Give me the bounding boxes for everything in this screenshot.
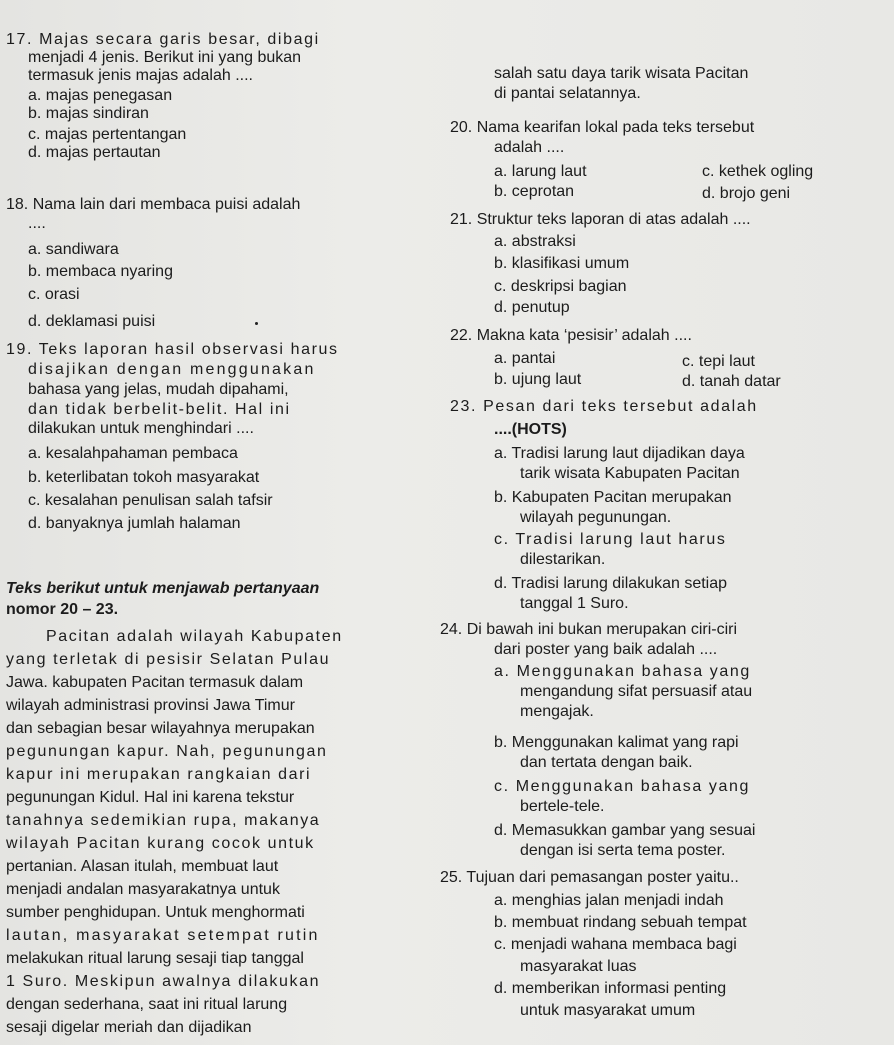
passage-line: sumber penghidupan. Untuk menghormati bbox=[6, 904, 305, 921]
passage-line: menjadi andalan masyarakatnya untuk bbox=[6, 881, 280, 898]
passage-line: Jawa. kabupaten Pacitan termasuk dalam bbox=[6, 674, 304, 691]
q22-option-b[interactable]: b. ujung laut bbox=[494, 371, 582, 388]
q23-stem-line1: 23. Pesan dari teks tersebut adalah bbox=[450, 398, 758, 415]
passage-line: Pacitan adalah wilayah Kabupaten bbox=[46, 628, 343, 645]
q18-option-d[interactable]: d. deklamasi puisi bbox=[28, 313, 156, 330]
passage-line: pegunungan Kidul. Hal ini karena tekstur bbox=[6, 789, 295, 806]
q18-stem-line2: .... bbox=[28, 215, 46, 232]
passage-line: yang terletak di pesisir Selatan Pulau bbox=[6, 651, 331, 668]
q24-option-c-cont: bertele-tele. bbox=[520, 798, 605, 815]
q24-option-b-cont: dan tertata dengan baik. bbox=[520, 754, 693, 771]
passage-instruction-line1: Teks berikut untuk menjawab pertanyaan bbox=[6, 580, 320, 597]
q20-stem-line1: 20. Nama kearifan lokal pada teks tersebut bbox=[450, 119, 755, 136]
q21-option-b[interactable]: b. klasifikasi umum bbox=[494, 255, 630, 272]
q25-option-d[interactable]: d. memberikan informasi penting bbox=[494, 980, 727, 997]
q19-stem-line4: dan tidak berbelit-belit. Hal ini bbox=[28, 401, 291, 418]
q21-option-d[interactable]: d. penutup bbox=[494, 299, 570, 316]
q25-option-c[interactable]: c. menjadi wahana membaca bagi bbox=[494, 936, 737, 953]
q19-option-a[interactable]: a. kesalahpahaman pembaca bbox=[28, 445, 238, 462]
q19-option-d[interactable]: d. banyaknya jumlah halaman bbox=[28, 515, 241, 532]
q19-stem-line3: bahasa yang jelas, mudah dipahami, bbox=[28, 381, 289, 398]
q24-option-a[interactable]: a. Menggunakan bahasa yang bbox=[494, 663, 751, 680]
q23-option-b-cont: wilayah pegunungan. bbox=[520, 509, 672, 526]
q17-stem-line1: 17. Majas secara garis besar, dibagi bbox=[6, 31, 320, 48]
q22-stem: 22. Makna kata ‘pesisir’ adalah .... bbox=[450, 327, 692, 344]
q19-option-c[interactable]: c. kesalahan penulisan salah tafsir bbox=[28, 492, 273, 509]
q23-option-d-cont: tanggal 1 Suro. bbox=[520, 595, 629, 612]
passage-line: wilayah Pacitan kurang cocok untuk bbox=[6, 835, 315, 852]
q18-option-c[interactable]: c. orasi bbox=[28, 286, 80, 303]
q20-stem-line2: adalah .... bbox=[494, 139, 565, 156]
passage-line: tanahnya sedemikian rupa, makanya bbox=[6, 812, 321, 829]
q24-option-b[interactable]: b. Menggunakan kalimat yang rapi bbox=[494, 734, 739, 751]
continued-line1: salah satu daya tarik wisata Pacitan bbox=[494, 65, 749, 82]
passage-line: 1 Suro. Meskipun awalnya dilakukan bbox=[6, 973, 321, 990]
q17-option-a[interactable]: a. majas penegasan bbox=[28, 87, 173, 104]
q24-option-d-cont: dengan isi serta tema poster. bbox=[520, 842, 726, 859]
passage-line: wilayah administrasi provinsi Jawa Timur bbox=[6, 697, 295, 714]
passage-line: melakukan ritual larung sesaji tiap tanggal bbox=[6, 950, 304, 967]
q20-option-c[interactable]: c. kethek ogling bbox=[702, 163, 814, 180]
q23-option-c-cont: dilestarikan. bbox=[520, 551, 606, 568]
q23-option-c[interactable]: c. Tradisi larung laut harus bbox=[494, 531, 727, 548]
q17-option-b[interactable]: b. majas sindiran bbox=[28, 105, 149, 122]
q21-option-c[interactable]: c. deskripsi bagian bbox=[494, 278, 627, 295]
passage-line: pegunungan kapur. Nah, pegunungan bbox=[6, 743, 328, 760]
passage-line: dengan sederhana, saat ini ritual larung bbox=[6, 996, 288, 1013]
q25-option-b[interactable]: b. membuat rindang sebuah tempat bbox=[494, 914, 747, 931]
q18-option-a[interactable]: a. sandiwara bbox=[28, 241, 119, 258]
q23-option-d[interactable]: d. Tradisi larung dilakukan setiap bbox=[494, 575, 728, 592]
q22-option-c[interactable]: c. tepi laut bbox=[682, 353, 755, 370]
q19-option-b[interactable]: b. keterlibatan tokoh masyarakat bbox=[28, 469, 260, 486]
q19-stem-line5: dilakukan untuk menghindari .... bbox=[28, 420, 254, 437]
q25-stem: 25. Tujuan dari pemasangan poster yaitu.. bbox=[440, 869, 739, 886]
q21-option-a[interactable]: a. abstraksi bbox=[494, 233, 576, 250]
q22-option-a[interactable]: a. pantai bbox=[494, 350, 556, 367]
q23-option-b[interactable]: b. Kabupaten Pacitan merupakan bbox=[494, 489, 732, 506]
passage-line: dan sebagian besar wilayahnya merupakan bbox=[6, 720, 315, 737]
q24-option-d[interactable]: d. Memasukkan gambar yang sesuai bbox=[494, 822, 756, 839]
q18-stem-line1: 18. Nama lain dari membaca puisi adalah bbox=[6, 196, 301, 213]
passage-line: kapur ini merupakan rangkaian dari bbox=[6, 766, 312, 783]
q20-option-b[interactable]: b. ceprotan bbox=[494, 183, 575, 200]
q25-option-c-cont: masyarakat luas bbox=[520, 958, 637, 975]
q20-option-d[interactable]: d. brojo geni bbox=[702, 185, 791, 202]
q24-option-a-cont2: mengajak. bbox=[520, 703, 594, 720]
passage-line: sesaji digelar meriah dan dijadikan bbox=[6, 1019, 252, 1036]
stray-dot bbox=[255, 322, 258, 325]
q19-stem-line1: 19. Teks laporan hasil observasi harus bbox=[6, 341, 339, 358]
q23-option-a-cont: tarik wisata Kabupaten Pacitan bbox=[520, 465, 740, 482]
q22-option-d[interactable]: d. tanah datar bbox=[682, 373, 781, 390]
q24-stem-line1: 24. Di bawah ini bukan merupakan ciri-ciri bbox=[440, 621, 738, 638]
q23-option-a[interactable]: a. Tradisi larung laut dijadikan daya bbox=[494, 445, 745, 462]
q20-option-a[interactable]: a. larung laut bbox=[494, 163, 587, 180]
q17-option-c[interactable]: c. majas pertentangan bbox=[28, 126, 187, 143]
q25-option-a[interactable]: a. menghias jalan menjadi indah bbox=[494, 892, 724, 909]
q23-stem-line2: ....(HOTS) bbox=[494, 421, 567, 438]
q19-stem-line2: disajikan dengan menggunakan bbox=[28, 361, 316, 378]
q17-stem-line2: menjadi 4 jenis. Berikut ini yang bukan bbox=[28, 49, 302, 66]
q21-stem: 21. Struktur teks laporan di atas adalah .... bbox=[450, 211, 751, 228]
q24-option-c[interactable]: c. Menggunakan bahasa yang bbox=[494, 778, 750, 795]
q18-option-b[interactable]: b. membaca nyaring bbox=[28, 263, 173, 280]
passage-line: pertanian. Alasan itulah, membuat laut bbox=[6, 858, 279, 875]
q24-stem-line2: dari poster yang baik adalah .... bbox=[494, 641, 718, 658]
q17-option-d[interactable]: d. majas pertautan bbox=[28, 144, 161, 161]
q17-stem-line3: termasuk jenis majas adalah .... bbox=[28, 67, 253, 84]
q24-option-a-cont: mengandung sifat persuasif atau bbox=[520, 683, 753, 700]
continued-line2: di pantai selatannya. bbox=[494, 85, 641, 102]
q25-option-d-cont: untuk masyarakat umum bbox=[520, 1002, 696, 1019]
passage-instruction-line2: nomor 20 – 23. bbox=[6, 601, 119, 618]
passage-line: lautan, masyarakat setempat rutin bbox=[6, 927, 320, 944]
